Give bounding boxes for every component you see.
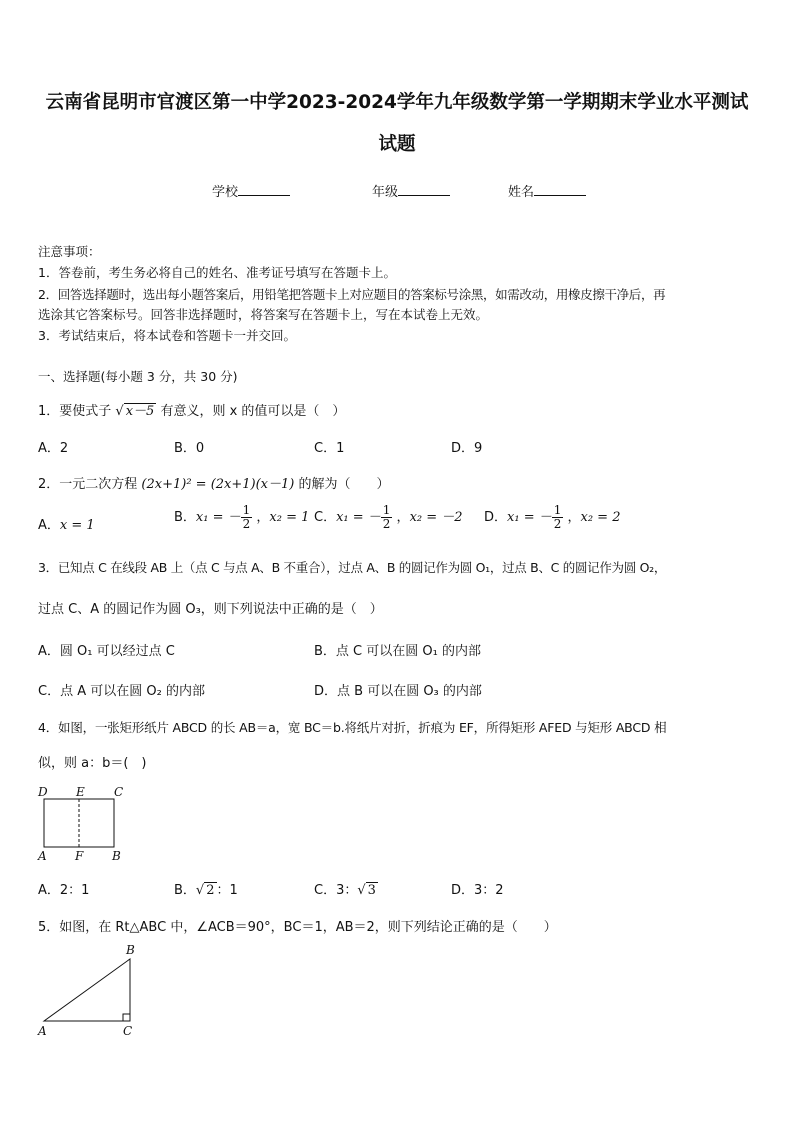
name-label: 姓名: [508, 185, 535, 200]
grade-field[interactable]: [372, 181, 450, 200]
q4-option-b-sqrt: √ 2: [195, 883, 215, 898]
exam-title: 云南省昆明市官渡区第一中学2023-2024学年九年级数学第一学期期末学业水平测试: [45, 92, 749, 113]
label-a: A: [38, 849, 47, 863]
question-3-line1: 3．已知点 C 在线段 AB 上（点 C 与点 A、B 不重合），过点 A、B 的圆记作为圆 O₁，过点 B、C 的圆记作为圆 O₂，: [38, 560, 667, 575]
q3-option-d[interactable]: D．点 B 可以在圆 O₃ 的内部: [314, 684, 482, 699]
q2-option-a-label: A．: [38, 518, 60, 533]
name-field[interactable]: [508, 181, 586, 200]
triangle-abc: [44, 959, 130, 1021]
q2-option-a-value: x = 1: [59, 518, 95, 533]
q2-option-d-label: D．: [484, 510, 508, 525]
q2-option-a[interactable]: [38, 514, 95, 533]
q1-option-a[interactable]: A．2: [38, 441, 69, 456]
q2-option-b[interactable]: B．x₁ = － $\frac{1}{2}$ ，x₂ = 1: [174, 503, 310, 531]
q1-prefix: 1．要使式子: [38, 404, 112, 419]
q2-option-d-fraction: [552, 504, 564, 531]
q2-option-c-x2: x₂ = －2: [409, 510, 463, 525]
q2-option-b-x2: x₂ = 1: [269, 510, 310, 525]
rectangle-figure: [30, 782, 140, 864]
frac-denominator: 2: [553, 517, 562, 531]
q4-option-d[interactable]: D．3：2: [451, 883, 504, 898]
q1-option-c[interactable]: C．1: [314, 441, 345, 456]
q4-option-c[interactable]: [314, 879, 378, 898]
frac-denominator: 2: [382, 517, 391, 531]
label-e: E: [76, 785, 85, 799]
school-blank[interactable]: [238, 183, 290, 196]
q2-option-c[interactable]: C．x₁ = － $\frac{1}{2}$ ，x₂ = －2: [314, 503, 463, 531]
q2-option-b-label: B．: [174, 510, 196, 525]
triangle-figure: [30, 940, 150, 1040]
q4-option-c-label: C．3：: [314, 883, 358, 898]
label-c: C: [123, 1024, 133, 1038]
notice-item-3: 3．考试结束后，将本试卷和答题卡一并交回。: [38, 328, 296, 343]
question-5: 5．如图，在 Rt△ABC 中，∠ACB＝90°，BC＝1，AB＝2，则下列结论正确的是（ ）: [38, 920, 557, 935]
q1-sqrt: √ x－5: [115, 404, 155, 419]
label-a: A: [38, 1024, 47, 1038]
q1-radicand: x－5: [125, 404, 155, 419]
label-c: C: [114, 785, 124, 799]
frac-numerator: 1: [242, 503, 251, 517]
label-d: D: [38, 785, 48, 799]
q2-option-c-x1: x₁ = －: [336, 510, 381, 525]
q4-option-b-rest: ：1: [216, 883, 238, 898]
grade-label: 年级: [372, 185, 399, 200]
notice-item-2-line2: 选涂其它答案标号。回答非选择题时，将答案写在答题卡上，写在本试卷上无效。: [38, 307, 489, 322]
q4-option-b-radicand: 2: [206, 883, 215, 898]
q2-option-b-x1: x₁ = －: [195, 510, 241, 525]
exam-title-continued: 试题: [378, 134, 416, 155]
question-4-line2: 似，则 a：b＝( ): [38, 756, 147, 771]
q3-option-c[interactable]: C．点 A 可以在圆 O₂ 的内部: [38, 684, 205, 699]
frac-denominator: 2: [242, 517, 251, 531]
q1-option-d[interactable]: D．9: [451, 441, 483, 456]
label-b: B: [126, 943, 135, 957]
school-label: 学校: [212, 185, 239, 200]
question-2: [38, 473, 390, 492]
frac-numerator: 1: [382, 503, 391, 517]
school-field[interactable]: [212, 181, 290, 200]
frac-numerator: 1: [553, 503, 562, 517]
notice-item-2-line1: 2．回答选择题时，选出每小题答案后，用铅笔把答题卡上对应题目的答案标号涂黑，如需改动，用橡皮擦干净后，再: [38, 287, 666, 302]
grade-blank[interactable]: [398, 183, 450, 196]
q4-option-c-sqrt: √ 3: [357, 883, 376, 898]
q4-option-c-radicand: 3: [367, 883, 376, 898]
notice-heading: 注意事项：: [38, 244, 101, 259]
q3-option-b[interactable]: B．点 C 可以在圆 O₁ 的内部: [314, 644, 481, 659]
question-1: [38, 400, 345, 419]
q2-option-d[interactable]: D．x₁ = － $\frac{1}{2}$ ，x₂ = 2: [484, 503, 621, 531]
q4-option-b[interactable]: [174, 879, 238, 898]
q2-equation: (2x+1)² = (2x+1)(x－1): [141, 477, 295, 492]
q2-prefix: 2．一元二次方程: [38, 477, 138, 492]
right-angle-mark: [123, 1014, 130, 1021]
q2-option-d-x1: x₁ = －: [507, 510, 552, 525]
q2-option-c-fraction: [381, 504, 393, 531]
question-4-line1: 4．如图，一张矩形纸片 ABCD 的长 AB＝a，宽 BC＝b.将纸片对折，折痕为 EF，所得矩形 AFED 与矩形 ABCD 相: [38, 720, 667, 735]
q1-suffix: 有意义，则 x 的值可以是（ ）: [160, 404, 346, 419]
label-b: B: [112, 849, 121, 863]
section-heading: 一、选择题(每小题 3 分，共 30 分): [38, 369, 238, 384]
q2-option-c-label: C．: [314, 510, 337, 525]
q2-option-d-x2: x₂ = 2: [580, 510, 621, 525]
label-f: F: [75, 849, 84, 863]
q2-suffix: 的解为（ ）: [298, 477, 390, 492]
q1-option-b[interactable]: B．0: [174, 441, 205, 456]
q4-option-a[interactable]: A．2：1: [38, 883, 90, 898]
q4-option-b-label: B．: [174, 883, 196, 898]
notice-item-1: 1．答卷前，考生务必将自己的姓名、准考证号填写在答题卡上。: [38, 265, 396, 280]
q2-option-b-fraction: [241, 504, 253, 531]
question-3-line2: 过点 C、A 的圆记作为圆 O₃，则下列说法中正确的是（ ）: [38, 602, 383, 617]
name-blank[interactable]: [534, 183, 586, 196]
q3-option-a[interactable]: A．圆 O₁ 可以经过点 C: [38, 644, 175, 659]
